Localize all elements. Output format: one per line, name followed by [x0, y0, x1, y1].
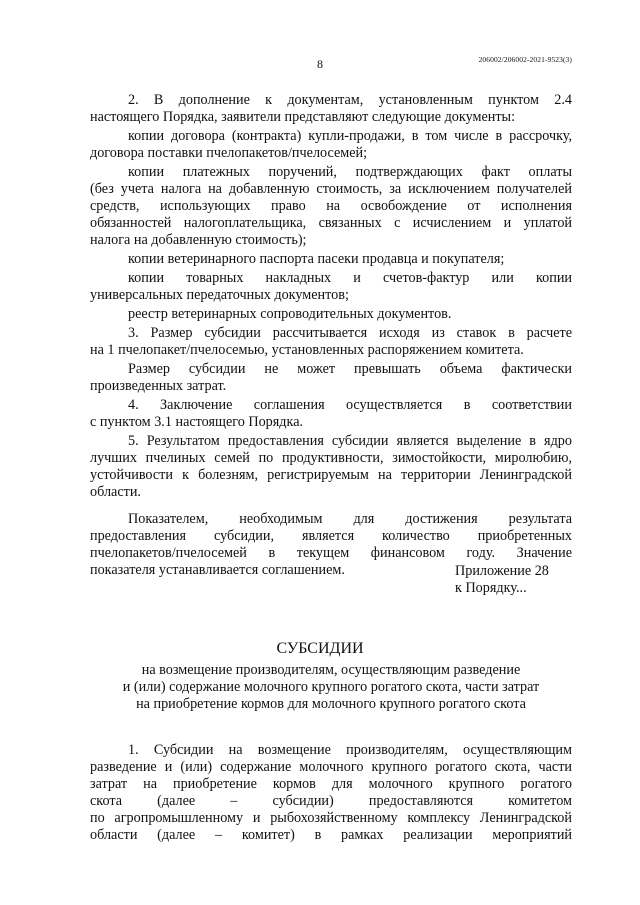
appendix-number: Приложение 28	[455, 563, 549, 579]
text-line: договора поставки пчелопакетов/пчелосемей;	[90, 145, 368, 161]
text-line: налога на добавленную стоимость);	[90, 232, 307, 248]
text-line: на 1 пчелопакет/пчелосемью, установленных распоряжением комитета.	[90, 342, 524, 358]
text-line: области (далее – комитет) в рамках реализации мероприятий	[90, 827, 572, 843]
paragraph	[90, 128, 572, 162]
text-line: произведенных затрат.	[90, 378, 227, 394]
text-line: по агропромышленному и рыбохозяйственному комплексу Ленинградской	[90, 810, 572, 826]
text-line: 2. В дополнение к документам, установленным пунктом 2.4	[128, 92, 572, 108]
text-line: копии ветеринарного паспорта пасеки продавца и покупателя;	[128, 251, 505, 267]
section-title: СУБСИДИИ	[276, 640, 364, 657]
paragraph	[90, 251, 572, 268]
paragraph	[90, 397, 572, 431]
text-line: разведение и (или) содержание молочного крупного рогатого скота, части	[90, 759, 572, 775]
paragraph	[90, 270, 572, 304]
text-line: области.	[90, 484, 141, 500]
text-line: копии договора (контракта) купли-продажи, в том числе в рассрочку,	[128, 128, 572, 144]
text-line: устойчивости к болезням, регистрируемым на территории Ленинградской	[90, 467, 572, 483]
text-line: с пунктом 3.1 настоящего Порядка.	[90, 414, 304, 430]
text-line: обязанностей налогоплательщика, связанных с исчислением и уплатой	[90, 215, 572, 231]
page-number: 8	[317, 57, 323, 71]
text-line: средств, использующих право на освобождение от исполнения	[90, 198, 572, 214]
text-line: Размер субсидии не может превышать объема фактически	[128, 361, 572, 377]
subtitle-line: на приобретение кормов для молочного крупного рогатого скота	[136, 696, 526, 712]
text-line: лучших пчелиных семей по продуктивности, зимостойкости, миролюбию,	[90, 450, 572, 466]
document-body	[90, 92, 572, 581]
appendix-target: к Порядку...	[455, 580, 527, 596]
text-line: 5. Результатом предоставления субсидии является выделение в ядро	[128, 433, 572, 449]
text-line: универсальных передаточных документов;	[90, 287, 349, 303]
text-line: копии платежных поручений, подтверждающих факт оплаты	[128, 164, 572, 180]
section-subtitle	[90, 662, 572, 713]
text-line: показателя устанавливается соглашением.	[90, 562, 345, 578]
appendix-reference	[455, 563, 549, 597]
paragraph	[90, 164, 572, 249]
text-line: предоставления субсидии, является количество приобретенных	[90, 528, 572, 544]
text-line: копии товарных накладных и счетов-фактур или копии	[128, 270, 572, 286]
paragraph	[90, 325, 572, 359]
text-line: скота (далее – субсидии) предоставляются комитетом	[90, 793, 572, 809]
document-code: 206002/206002-2021-9523(3)	[478, 55, 572, 64]
paragraph	[90, 361, 572, 395]
paragraph	[90, 742, 572, 844]
text-line: настоящего Порядка, заявители представляют следующие документы:	[90, 109, 516, 125]
text-line: реестр ветеринарных сопроводительных документов.	[128, 306, 452, 322]
subtitle-line: и (или) содержание молочного крупного рогатого скота, части затрат	[122, 679, 540, 695]
text-line: (без учета налога на добавленную стоимость, за исключением получателей	[90, 181, 572, 197]
text-line: затрат на приобретение кормов для молочного крупного рогатого	[90, 776, 572, 792]
text-line: 4. Заключение соглашения осуществляется в соответствии	[128, 397, 572, 413]
paragraph	[90, 92, 572, 126]
paragraph	[90, 306, 572, 323]
subtitle-line: на возмещение производителям, осуществляющим разведение	[141, 662, 521, 678]
section-body	[90, 742, 572, 846]
text-line: Показателем, необходимым для достижения результата	[128, 511, 572, 527]
text-line: 1. Субсидии на возмещение производителям, осуществляющим	[128, 742, 572, 758]
text-line: пчелопакетов/пчелосемей в текущем финансовом году. Значение	[90, 545, 572, 561]
text-line: 3. Размер субсидии рассчитывается исходя из ставок в расчете	[128, 325, 572, 341]
paragraph	[90, 433, 572, 501]
